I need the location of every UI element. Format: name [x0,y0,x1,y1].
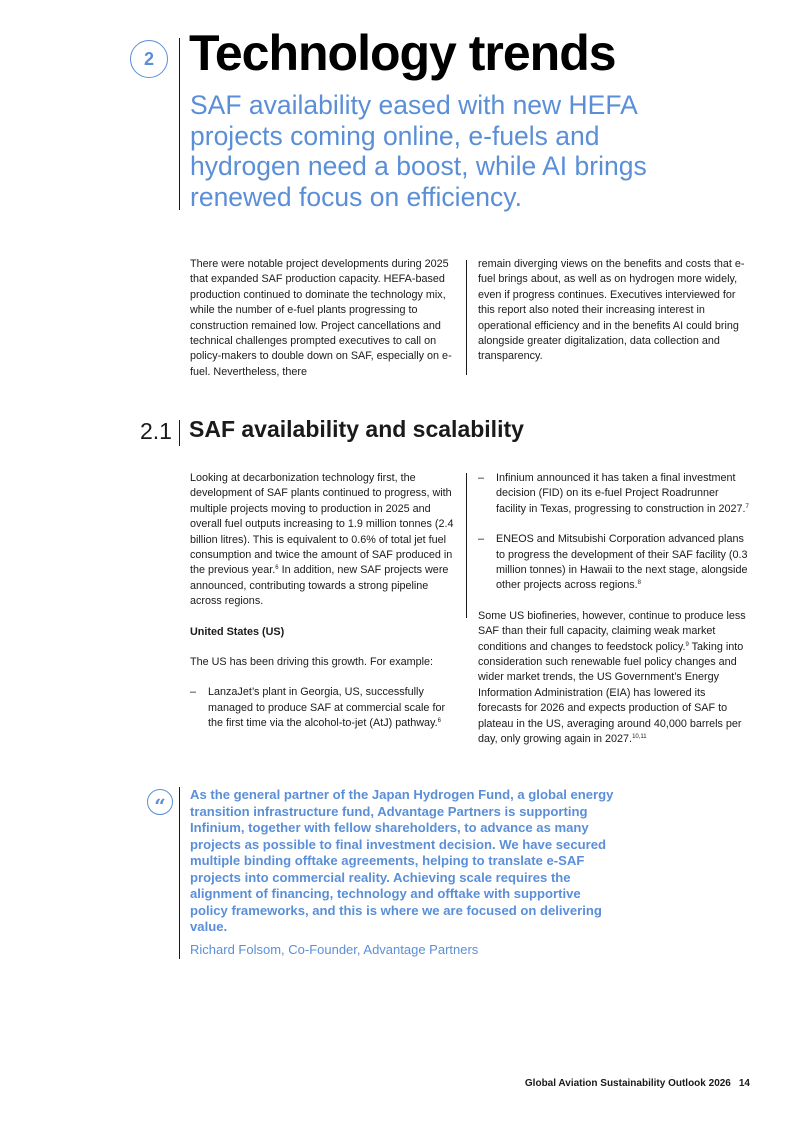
footnote-ref: 10,11 [632,734,647,741]
footnote-ref: 6 [275,565,279,572]
us-intro: The US has been driving this growth. For example: [190,656,434,669]
bullet-text [496,471,750,517]
bullet-text-content: Infinium announced it has taken a final investment decision (FID) on its e-fuel Project Roadrunner facility in Texas, progressing to construction in 2027. [496,472,746,515]
section-left-column [190,471,462,732]
pull-quote: As the general partner of the Japan Hydrogen Fund, a global energy transition infrastructure fund, Advantage Partners is supporting Infinium, together with fellow shareholders, to advance as many projects as possible to final investment decision. We have secured multiple binding offtake agreements, helping to translate e-SAF projects into commercial reality. Achieving scale requires the alignment of financing, technology and offtake with supportive policy frameworks, and this is where we are focused on delivering value. [190,787,614,934]
page-number: 14 [738,1078,750,1089]
section-divider-line [179,420,180,446]
section-intro-paragraph [190,471,462,610]
list-item [478,471,750,517]
intro-right-column: remain diverging views on the benefits and costs that e-fuel brings about, as well as on hydrogen more widely, even if progress continues. Executives interviewed for this report also noted their increasing interest in operational efficiency and in the benefits AI could bring alongside greater digitalization, data collection and transparency. [478,258,745,363]
chapter-number-badge: 2 [130,40,168,78]
footnote-ref: 8 [637,580,641,587]
bullet-dash: – [478,533,485,546]
section-right-column [478,471,750,748]
bullet-dash: – [190,686,197,699]
section-intro-text-end: In addition, new SAF projects were announced, contributing towards a strong pipeline across regions. [190,564,449,608]
section-title: SAF availability and scalability [189,416,524,442]
column-divider [466,473,467,618]
chapter-subtitle: SAF availability eased with new HEFA projects coming online, e-fuels and hydrogen need a boost, while AI brings renewed focus on efficiency. [190,90,647,212]
bullet-text-content: ENEOS and Mitsubishi Corporation advanced plans to progress the development of their SAF facility (0.3 million tonnes) in Hawaii to the next stage, alongside other projects across regions. [496,533,748,592]
column-divider [466,260,467,375]
biorefineries-paragraph [478,609,750,748]
us-subheading: United States (US) [190,625,285,638]
page-footer [510,1078,750,1089]
section-intro-text: Looking at decarbonization technology first, the development of SAF plants continued to progress, with multiple projects moving to production in 2025 and overall fuel outputs increasing to 1.9 million tonnes (2.4 billion litres). This is equivalent to 0.6% of total jet fuel consumption and twice the amount of SAF produced in the previous year. [190,472,454,577]
intro-left-column: There were notable project developments during 2025 that expanded SAF production capacity. HEFA-based production continued to dominate the technology mix, while the number of e-fuel plants progressing to construction remained low. Project cancellations and technical challenges prompted executives to call on policy-makers to double down on SAF, especially on e-fuel. Nevertheless, there [190,258,452,378]
section-number: 2.1 [140,418,172,444]
bullet-text [208,685,462,731]
quote-attribution: Richard Folsom, Co-Founder, Advantage Partners [190,942,479,957]
bullet-dash: – [478,472,485,484]
bullet-text [496,532,750,594]
footnote-ref: 6 [437,718,441,725]
header-divider-line [179,38,180,210]
bullet-text-content: LanzaJet’s plant in Georgia, US, successfully managed to produce SAF at commercial scale for the first time via the alcohol-to-jet (AtJ) pathway. [208,686,446,730]
footnote-ref: 9 [685,641,689,648]
quote-icon: “ [147,789,173,815]
footnote-ref: 7 [745,503,749,510]
publication-title: Global Aviation Sustainability Outlook 2026 [524,1078,731,1089]
list-item [190,685,462,731]
list-item [478,532,750,594]
page-title: Technology trends [189,25,616,81]
paragraph-text: Some US biofineries, however, continue to produce less SAF than their full capacity, claiming weak market conditions and changes to feedstock policy. [478,609,746,653]
quote-divider-line [179,787,180,959]
paragraph-text: Taking into consideration such renewable fuel policy changes and wider market trends, the US Government’s Energy Information Administration (EIA) has lowered its forecasts for 2026 and expects production of SAF to plateau in the US, averaging around 40,000 barrels per day, only growing again in 2027. [478,640,744,746]
